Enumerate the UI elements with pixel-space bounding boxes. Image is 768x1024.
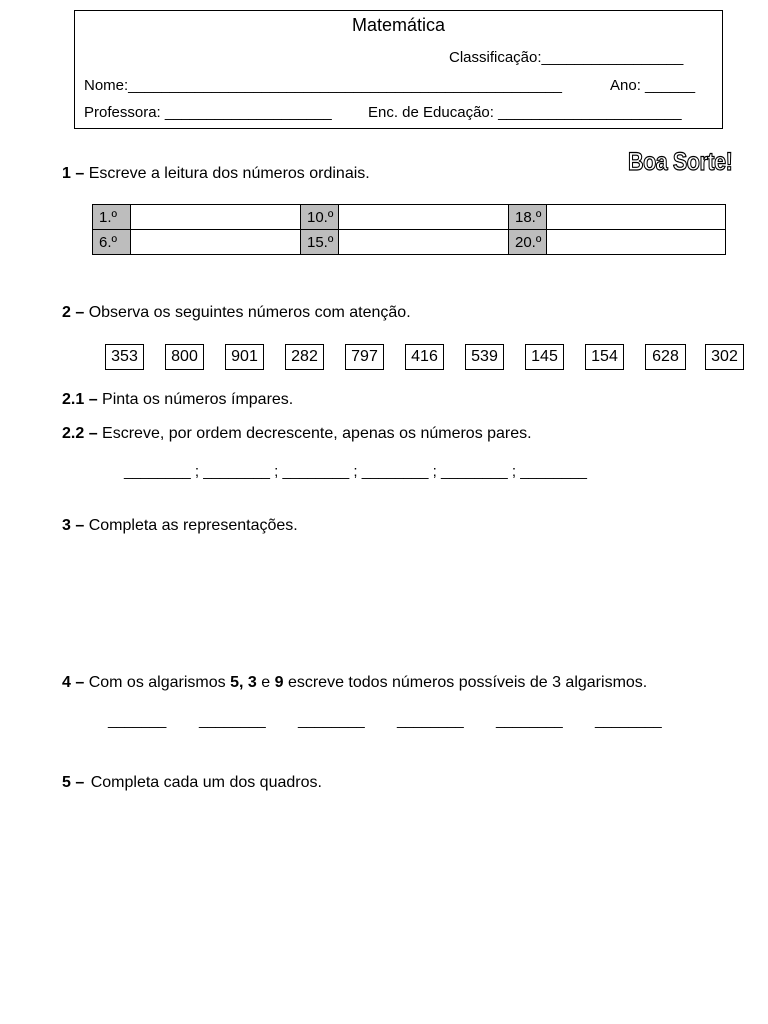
question-2-2-number: 2.2 –	[62, 425, 98, 442]
number-box[interactable]: 282	[285, 344, 324, 370]
ordinal-label: 20.º	[509, 230, 547, 255]
table-row	[93, 230, 726, 255]
ordinal-label: 15.º	[301, 230, 339, 255]
even-numbers-answer-line[interactable]: ________ ; ________ ; ________ ; ________ ; ________ ; ________	[124, 463, 587, 480]
number-box[interactable]: 797	[345, 344, 384, 370]
question-2-2	[62, 425, 532, 443]
question-2	[62, 304, 411, 322]
boa-sorte-wordart: Boa Sorte!	[628, 148, 733, 176]
question-3-number: 3 –	[62, 517, 85, 534]
professora-field[interactable]: Professora: ____________________	[84, 104, 332, 121]
ordinal-answer-cell[interactable]	[131, 205, 301, 230]
ordinal-answer-cell[interactable]	[339, 230, 509, 255]
question-4-digit-last: 9	[274, 674, 284, 691]
nome-field[interactable]: Nome:____________________________________________________	[84, 77, 562, 94]
answer-blank[interactable]: _______	[108, 712, 167, 729]
classificacao-field[interactable]: Classificação:_________________	[449, 49, 684, 66]
number-box[interactable]: 416	[405, 344, 444, 370]
ordinal-answer-cell[interactable]	[131, 230, 301, 255]
question-4-text-b: e	[261, 674, 271, 691]
number-box[interactable]: 539	[465, 344, 504, 370]
number-box[interactable]: 145	[525, 344, 564, 370]
ano-field[interactable]: Ano: ______	[610, 77, 696, 94]
number-box[interactable]: 628	[645, 344, 686, 370]
answer-blank[interactable]: ________	[298, 712, 365, 729]
question-2-2-text: Escreve, por ordem decrescente, apenas os números pares.	[102, 425, 532, 442]
number-box[interactable]: 800	[165, 344, 204, 370]
question-2-1-text: Pinta os números ímpares.	[102, 391, 294, 408]
question-4-text-c: escreve todos números possíveis de 3 algarismos.	[287, 674, 648, 691]
question-3-text: Completa as representações.	[88, 517, 298, 534]
question-2-1	[62, 391, 293, 409]
ordinal-answer-cell[interactable]	[547, 205, 726, 230]
ordinal-answer-cell[interactable]	[547, 230, 726, 255]
question-5-text: Completa cada um dos quadros.	[90, 774, 322, 791]
question-4-number: 4 –	[62, 674, 85, 691]
ordinals-table	[92, 204, 726, 255]
number-box[interactable]: 901	[225, 344, 264, 370]
question-1-text: Escreve a leitura dos números ordinais.	[88, 165, 370, 182]
question-3	[62, 517, 298, 535]
header-box	[74, 10, 723, 129]
question-5-number: 5 –	[62, 774, 85, 791]
question-1	[62, 165, 370, 183]
question-5	[62, 774, 322, 792]
question-4-digits: 5, 3	[230, 674, 257, 691]
question-1-number: 1 –	[62, 165, 85, 182]
answer-blank[interactable]: ________	[496, 712, 563, 729]
ordinal-label: 6.º	[93, 230, 131, 255]
ordinal-answer-cell[interactable]	[339, 205, 509, 230]
table-row	[93, 205, 726, 230]
enc-educacao-field[interactable]: Enc. de Educação: ______________________	[368, 104, 682, 121]
question-2-1-number: 2.1 –	[62, 391, 98, 408]
question-2-text: Observa os seguintes números com atenção.	[88, 304, 411, 321]
question-2-number: 2 –	[62, 304, 85, 321]
question-4-text-a: Com os algarismos	[88, 674, 226, 691]
subject-title: Matemática	[351, 15, 446, 35]
answer-blank[interactable]: ________	[397, 712, 464, 729]
answer-blank[interactable]: ________	[595, 712, 662, 729]
question-4	[62, 674, 647, 692]
number-box[interactable]: 154	[585, 344, 624, 370]
ordinal-label: 18.º	[509, 205, 547, 230]
answer-blank[interactable]: ________	[199, 712, 266, 729]
number-box[interactable]: 302	[705, 344, 744, 370]
ordinal-label: 1.º	[93, 205, 131, 230]
ordinal-label: 10.º	[301, 205, 339, 230]
number-box[interactable]: 353	[105, 344, 144, 370]
